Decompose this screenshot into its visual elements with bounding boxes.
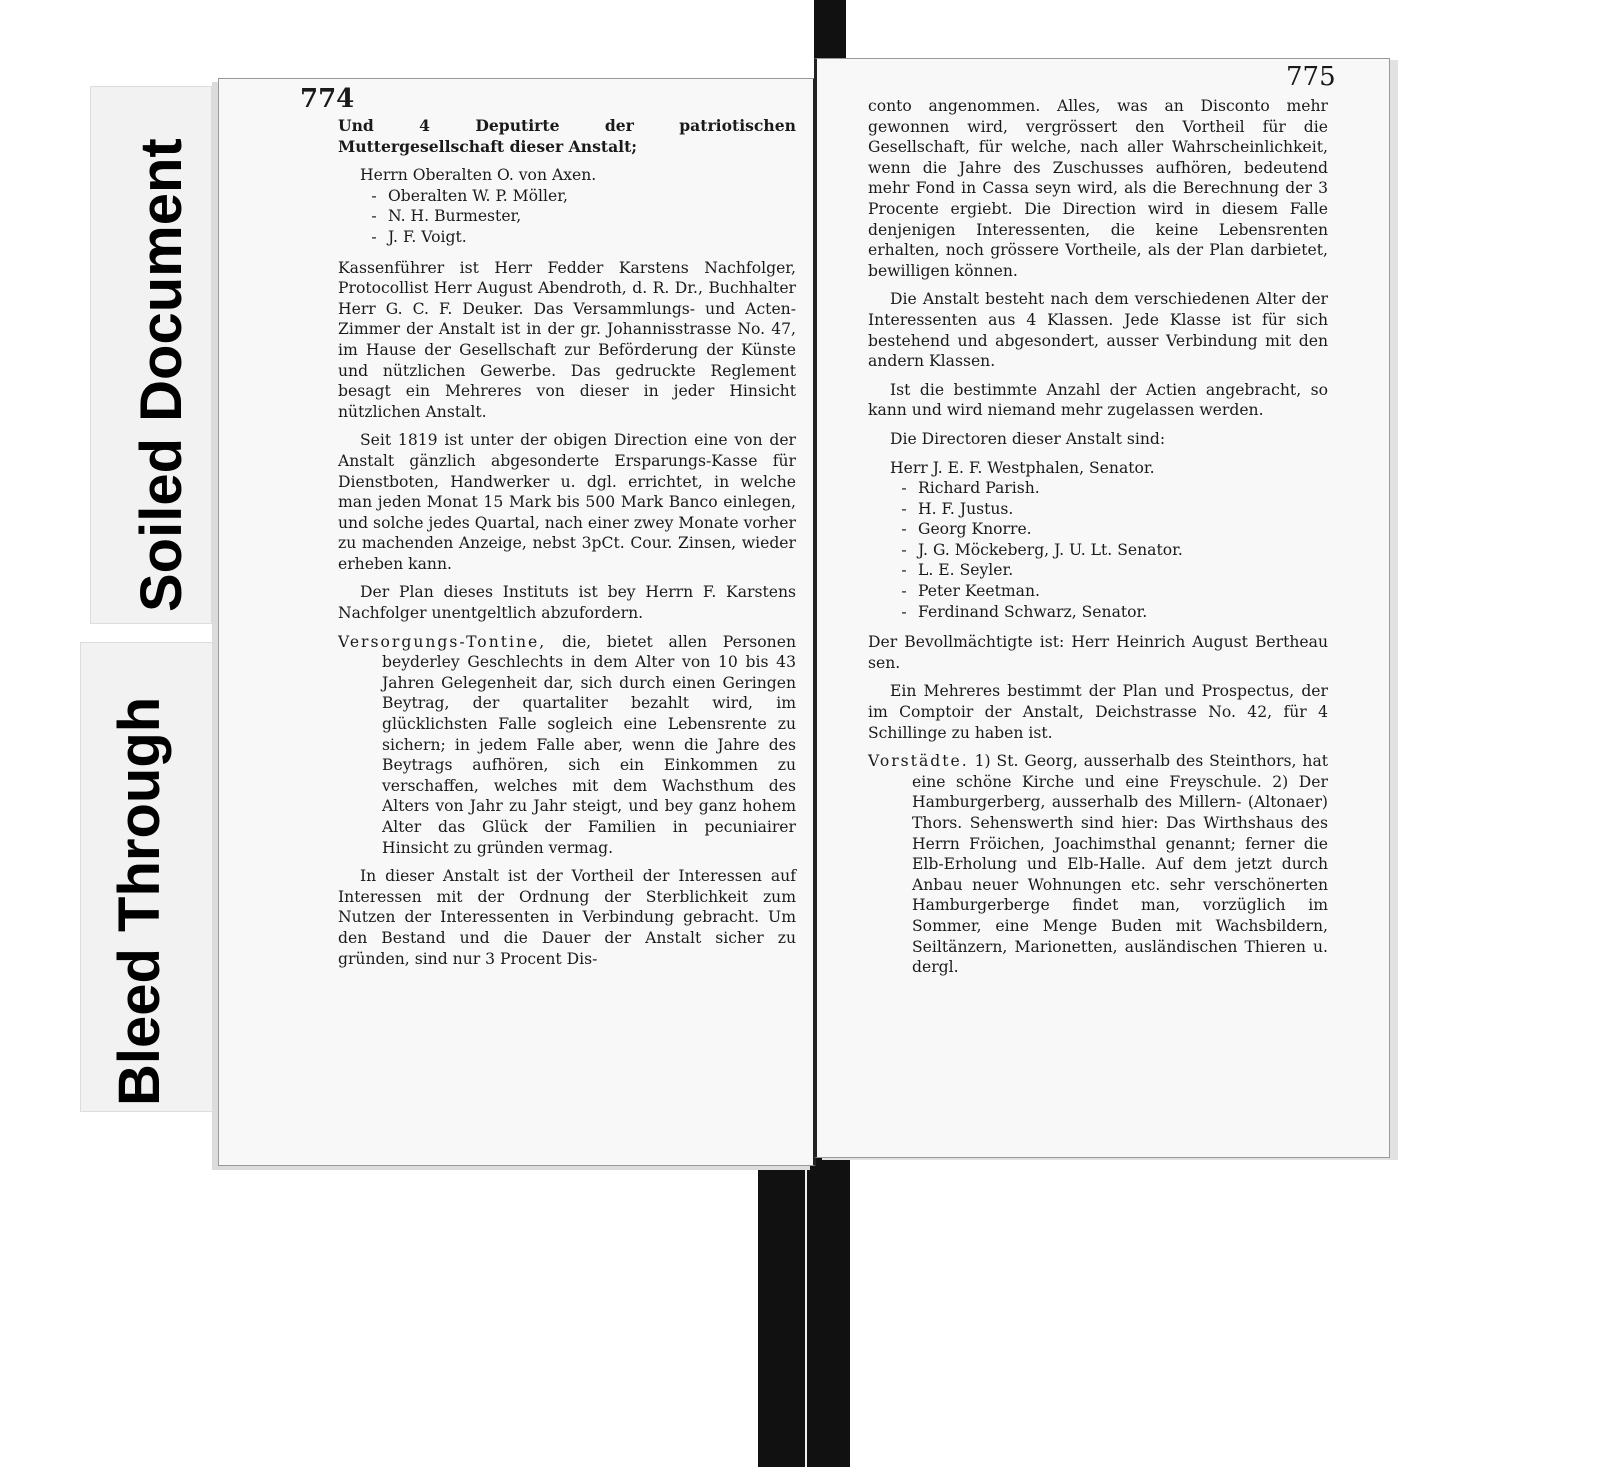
binding-strip-gap (805, 1148, 807, 1467)
paragraph-classes: Die Anstalt besteht nach dem verschiedenen Alter der Interessenten aus 4 Klassen. Jede Klasse ist für sich bestehend und abgesondert, ausser Verbindung mit den andern Klassen. (868, 290, 1328, 371)
paragraph-directors-intro: Die Directoren dieser Anstalt sind: (890, 429, 1166, 448)
paragraph-tontine: Versorgungs-Tontine, die, bietet allen Personen beyderley Geschlechts in dem Alter von 10 bis 43 Jahren Gelegenheit dar, sich durch einen Geringen Beytrag, der quartaliter bezahlt wird, im glücklichsten Falle sogleich eine Lebensrente zu sichern; in jedem Falle aber, wenn die Jahre des Beytrags aufhören, sich ein Einkommen zu verschaffen, welches mit dem Wachsthum des Alters von Jahr zu Jahr steigt, und bey ganz hohem Alter das Glück der Familien in pecuniairer Hinsicht zu gründen vermag. (338, 632, 796, 857)
paragraph-prospectus: Ein Mehreres bestimmt der Plan und Prospectus, der im Comptoir der Anstalt, Deichstrasse No. 42, für 4 Schillinge zu haben ist. (868, 682, 1328, 742)
directors-list (890, 458, 1328, 623)
bleed-through-label: Bleed Through (107, 696, 172, 1106)
ditto-mark: - (901, 582, 907, 601)
director-item: - L. E. Seyler. (890, 560, 1328, 581)
paragraph-plan: Der Plan dieses Instituts ist bey Herrn F. Karstens Nachfolger unentgeltlich abzufordern. (338, 583, 796, 623)
binding-strip-bottom (758, 1148, 850, 1467)
ditto-mark: - (901, 479, 907, 498)
ditto-mark: - (901, 602, 907, 621)
paragraph-disconto: conto angenommen. Alles, was an Disconto mehr gewonnen wird, vergrössert den Vortheil für die Gesellschaft, für welche, nach aller Wahrscheinlichkeit, wenn die Jahre des Zuschusses aufhören, bedeutend mehr Fond in Cassa seyn wird, als die Berechnung der 3 Procente ergiebt. Die Direction wird in diesem Falle denjenigen Interessenten, die keine Lebensrenten erhalten, noch grössere Vortheile, als der Plan darbietet, bewilligen können. (868, 97, 1328, 280)
director-item: - Ferdinand Schwarz, Senator. (890, 602, 1328, 623)
ditto-mark: - (901, 499, 907, 518)
right-page-text (868, 96, 1328, 986)
tontine-heading: Versorgungs-Tontine, (338, 632, 547, 651)
ditto-mark: - (371, 227, 377, 246)
soiled-document-label: Soiled Document (129, 138, 194, 612)
paragraph-agent: Der Bevollmächtigte ist: Herr Heinrich August Bertheau sen. (868, 633, 1328, 672)
paragraph-interest: In dieser Anstalt ist der Vortheil der Interessen auf Interessen mit der Ordnung der Sterblichkeit zum Nutzen der Interessenten in Verbindung gebracht. Um den Bestand und die Dauer der Anstalt sicher zu gründen, sind nur 3 Procent Dis- (338, 867, 796, 968)
left-page-number: 774 (300, 84, 355, 114)
director-item: Herr J. E. F. Westphalen, Senator. (890, 458, 1155, 477)
director-item: - H. F. Justus. (890, 499, 1328, 520)
paragraph-deputies-intro: Und 4 Deputirte der patriotischen Muttergesellschaft dieser Anstalt; (338, 116, 796, 156)
director-item: - Peter Keetman. (890, 581, 1328, 602)
ditto-mark: - (371, 207, 377, 226)
ditto-mark: - (901, 520, 907, 539)
deputy-item: Herrn Oberalten O. von Axen. (360, 166, 597, 185)
deputy-item: - J. F. Voigt. (360, 227, 796, 248)
paragraph-vorstaedte: Vorstädte. 1) St. Georg, ausserhalb des Steinthors, hat eine schöne Kirche und eine Freyschule. 2) Der Hamburgerberg, ausserhalb des Millern- (Altonaer) Thors. Sehenswerth sind hier: Das Wirthshaus des Herrn Fröichen, Joachimsthal genannt; ferner die Elb-Erholung und Elb-Halle. Auf dem jetzt durch Anbau neuer Wohnungen etc. sehr verschönerten Hamburgerberge findet man, vorzüglich im Sommer, eine Menge Buden mit Wachsbildern, Seiltänzern, Marionetten, ausländischen Thieren u. dergl. (868, 752, 1329, 977)
ditto-mark: - (901, 561, 907, 580)
director-item: - Georg Knorre. (890, 519, 1328, 540)
paragraph-officers: Kassenführer ist Herr Fedder Karstens Nachfolger, Protocollist Herr August Abendroth, d. R. Dr., Buchhalter Herr G. C. F. Deuker. Das Versammlungs- und Acten-Zimmer der Anstalt ist in der gr. Johannisstrasse No. 47, im Hause der Gesellschaft zur Beförderung der Künste und nützlichen Gewerbe. Das gedruckte Reglement besagt ein Mehreres von dieser in jeder Hinsicht nützlichen Anstalt. (338, 258, 796, 421)
deputies-list (360, 165, 796, 247)
director-item: - Richard Parish. (890, 478, 1328, 499)
left-page-text (338, 116, 796, 977)
paragraph-actien: Ist die bestimmte Anzahl der Actien angebracht, so kann und wird niemand mehr zugelassen werden. (868, 380, 1328, 420)
ditto-mark: - (901, 540, 907, 559)
paragraph-savings-bank: Seit 1819 ist unter der obigen Direction eine von der Anstalt gänzlich abgesonderte Ersparungs-Kasse für Dienstboten, Handwerker u. dgl. errichtet, in welche man jeden Monat 15 Mark bis 500 Mark Banco einlegen, und solche jedes Quartal, nach einer zwey Monate vorher zu machenden Anzeige, nebst 3pCt. Cour. Zinsen, wieder erheben kann. (338, 431, 796, 573)
vorstaedte-heading: Vorstädte. (868, 752, 969, 771)
right-page-number: 775 (1286, 62, 1336, 92)
binding-strip-top (814, 0, 846, 66)
deputy-item: - Oberalten W. P. Möller, (360, 186, 796, 207)
deputy-item: - N. H. Burmester, (360, 206, 796, 227)
ditto-mark: - (371, 186, 377, 205)
director-item: - J. G. Möckeberg, J. U. Lt. Senator. (890, 540, 1328, 561)
